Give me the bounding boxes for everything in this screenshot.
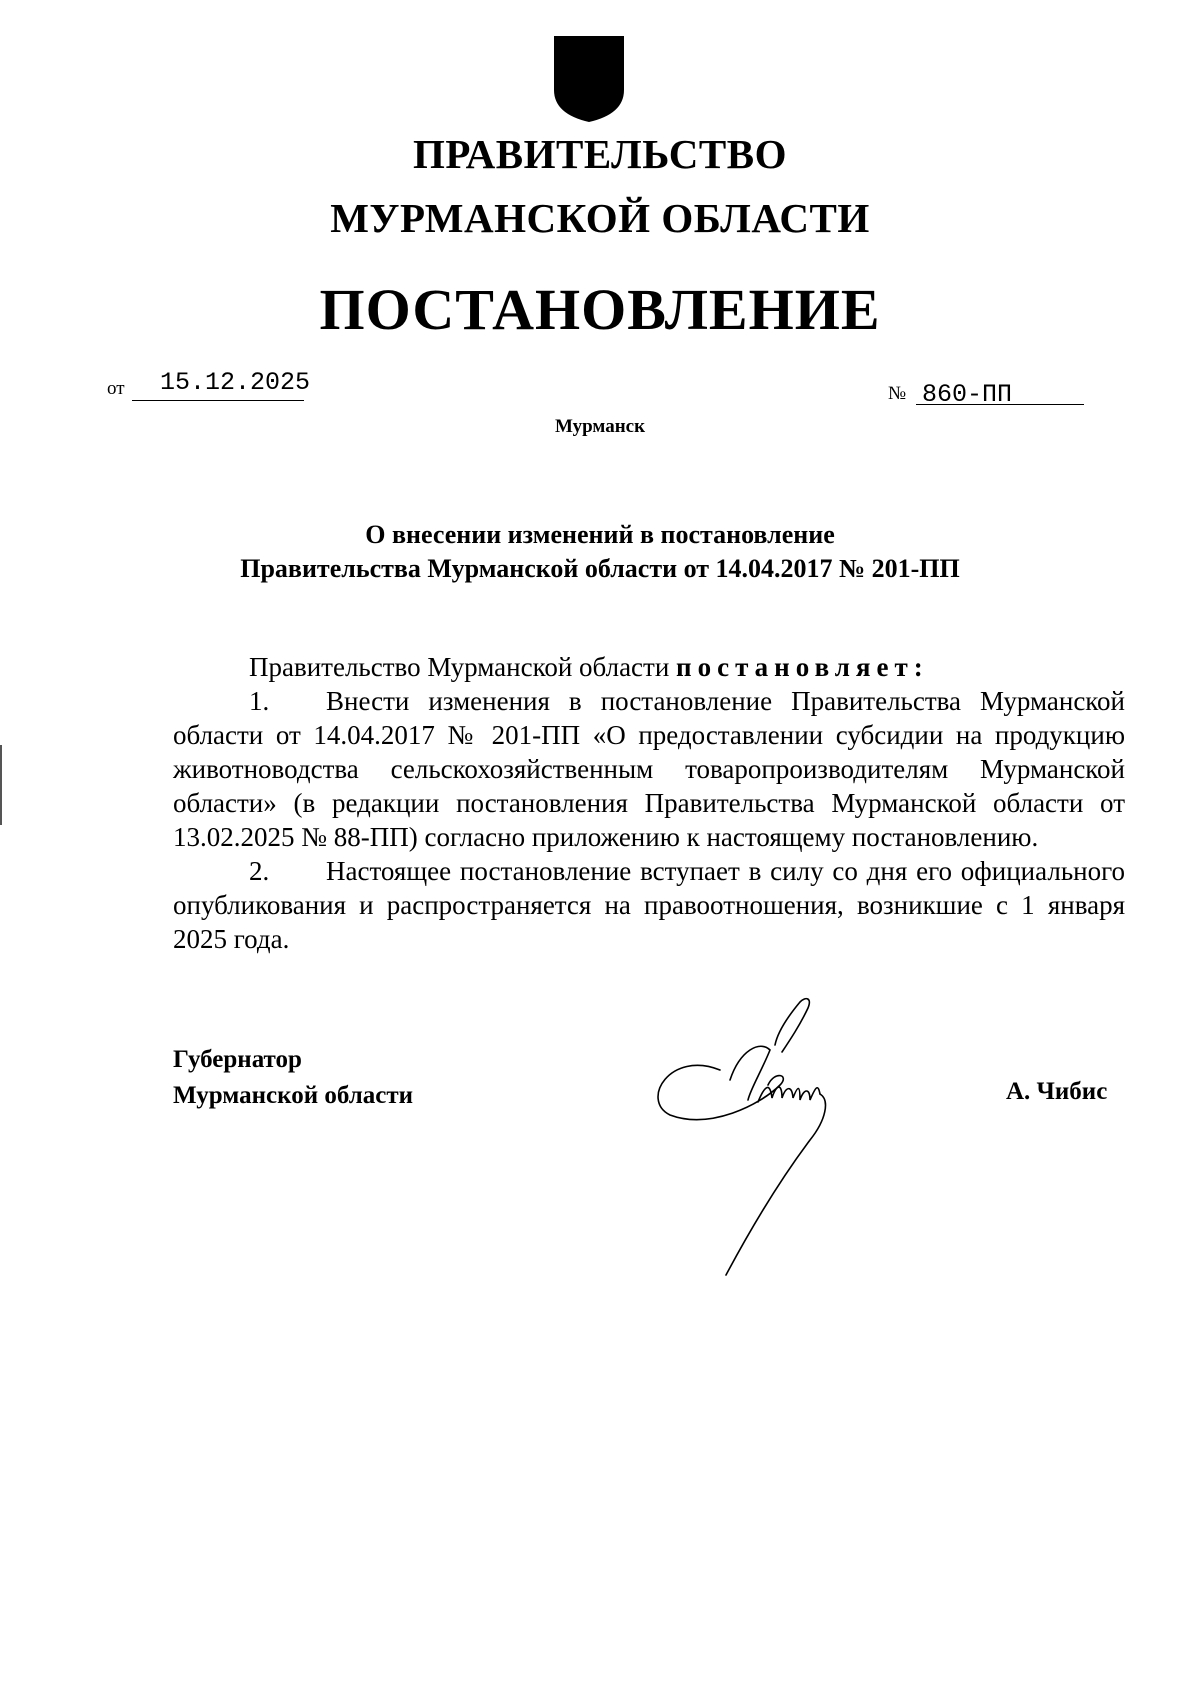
subject-line2: Правительства Мурманской области от 14.04.2017 № 201-ПП bbox=[240, 554, 960, 583]
date-value: 15.12.2025 bbox=[160, 368, 311, 397]
item-text: Внести изменения в постановление Правительства Мурманской области от 14.04.2017 № 201-ПП «О предоставлении субсидии на продукцию животноводства сельскохозяйственным товаропроизводителям Мурманской области» (в редакции постановления Правительства Мурманской области от 13.02.2025 № 88-ПП) согласно приложению к настоящему постановлению. bbox=[173, 686, 1125, 852]
intro-text: Правительство Мурманской области bbox=[249, 652, 670, 682]
scan-margin-mark bbox=[0, 745, 2, 825]
document-subject bbox=[0, 518, 1200, 586]
intro-paragraph bbox=[173, 650, 1125, 684]
date-label: от bbox=[107, 378, 125, 399]
position-line2: Мурманской области bbox=[173, 1082, 414, 1109]
item-text: Настоящее постановление вступает в силу со дня его официального опубликования и распространяется на правоотношения, возникшие с 1 января 2025 года. bbox=[173, 856, 1125, 954]
org-name-line1: ПРАВИТЕЛЬСТВО bbox=[412, 131, 788, 177]
item-number: 2. bbox=[249, 856, 270, 886]
signatory-position bbox=[173, 1042, 413, 1114]
document-type-title: ПОСТАНОВЛЕНИЕ bbox=[319, 277, 881, 342]
list-item bbox=[173, 854, 1125, 956]
number-value: 860-ПП bbox=[922, 380, 1013, 409]
city-name: Мурманск bbox=[554, 416, 646, 437]
document-body bbox=[173, 650, 1125, 956]
handwritten-signature bbox=[650, 990, 880, 1290]
list-item bbox=[173, 684, 1125, 854]
number-label: № bbox=[888, 383, 907, 404]
item-number: 1. bbox=[249, 686, 270, 716]
coat-of-arms-emblem bbox=[552, 34, 626, 124]
subject-line1: О внесении изменений в постановление bbox=[365, 520, 835, 549]
position-line1: Губернатор bbox=[173, 1046, 302, 1073]
intro-decree-word: постановляет: bbox=[676, 652, 929, 682]
org-name-line2: МУРМАНСКОЙ ОБЛАСТИ bbox=[330, 195, 870, 241]
signatory-name: А. Чибис bbox=[1006, 1078, 1108, 1105]
